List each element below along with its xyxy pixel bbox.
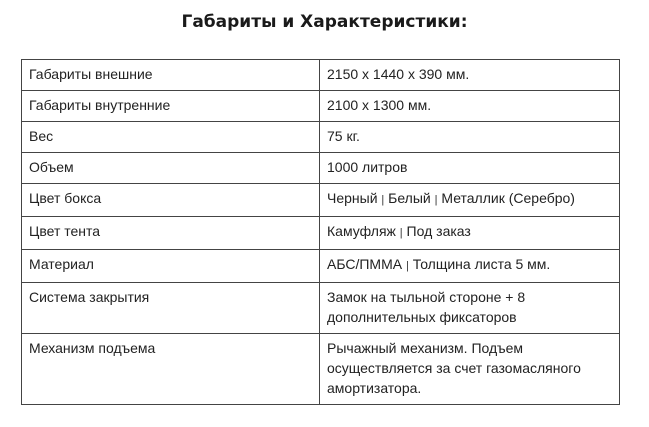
row-label: Габариты внешние <box>22 60 320 91</box>
value-separator: | <box>405 260 409 272</box>
value-part: 1000 литров <box>327 159 408 175</box>
row-label: Габариты внутренние <box>22 91 320 122</box>
row-value <box>320 153 620 184</box>
value-part: 75 кг. <box>327 128 360 144</box>
page-title: Габариты и Характеристики: <box>181 12 468 32</box>
table-row <box>22 122 620 153</box>
table-row <box>22 217 620 250</box>
row-value <box>320 184 620 217</box>
row-value <box>320 283 620 334</box>
value-part: Рычажный механизм. Подъем осуществляется за счет газомасляного амортизатора. <box>327 340 581 396</box>
value-part: Под заказ <box>406 223 471 239</box>
value-separator: | <box>434 194 438 206</box>
row-label: Материал <box>22 250 320 283</box>
row-value <box>320 334 620 405</box>
row-label: Вес <box>22 122 320 153</box>
value-part: 2150 х 1440 х 390 мм. <box>327 66 470 82</box>
table-row <box>22 153 620 184</box>
value-part: 2100 х 1300 мм. <box>327 97 432 113</box>
table-row <box>22 91 620 122</box>
row-value <box>320 91 620 122</box>
row-label: Цвет бокса <box>22 184 320 217</box>
value-part: Черный <box>327 190 378 206</box>
table-row <box>22 184 620 217</box>
table-row <box>22 60 620 91</box>
value-part: Камуфляж <box>327 223 396 239</box>
row-label: Система закрытия <box>22 283 320 334</box>
row-value <box>320 122 620 153</box>
row-label: Цвет тента <box>22 217 320 250</box>
row-value <box>320 250 620 283</box>
value-part: Белый <box>388 190 431 206</box>
value-part: АБС/ПММА <box>327 256 403 272</box>
value-part: Металлик (Серебро) <box>441 190 575 206</box>
value-separator: | <box>399 227 403 239</box>
table-row <box>22 250 620 283</box>
row-value <box>320 217 620 250</box>
row-label: Объем <box>22 153 320 184</box>
specs-table <box>21 59 620 405</box>
value-part: Замок на тыльной стороне + 8 дополнительных фиксаторов <box>327 289 526 325</box>
table-row <box>22 334 620 405</box>
row-value <box>320 60 620 91</box>
value-separator: | <box>381 194 385 206</box>
value-part: Толщина листа 5 мм. <box>412 256 551 272</box>
row-label: Механизм подъема <box>22 334 320 405</box>
table-row <box>22 283 620 334</box>
